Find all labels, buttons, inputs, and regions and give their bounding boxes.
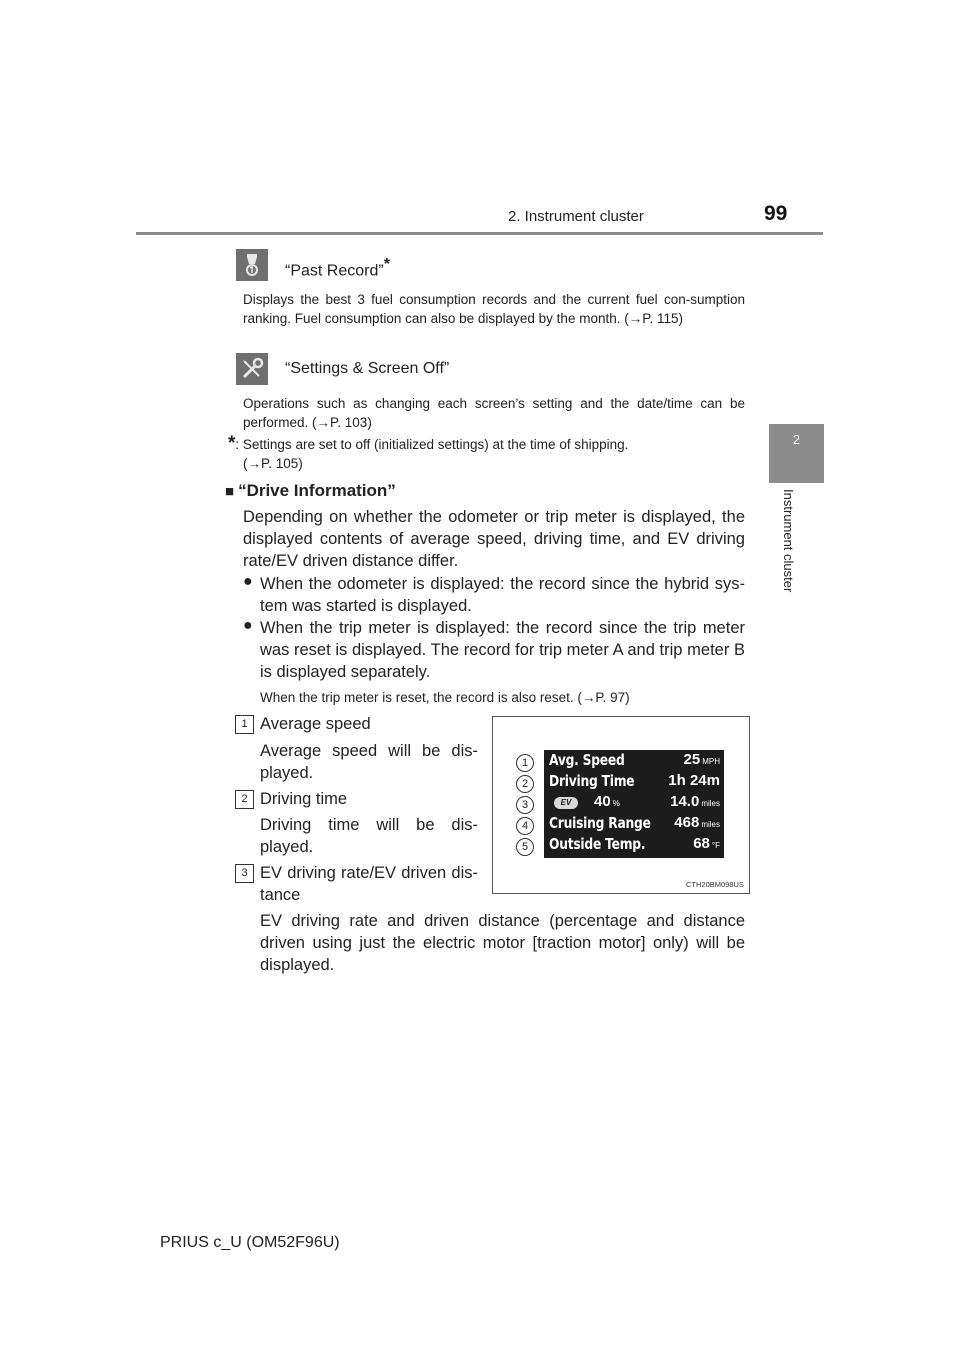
settings-title: “Settings & Screen Off” <box>285 360 450 377</box>
display-row-ev: EV 40 % 14.0 miles <box>544 793 724 814</box>
wrench-screwdriver-icon <box>236 353 268 385</box>
figure-callout: 1 <box>516 754 534 772</box>
display-row-driving-time: Driving Time 1h 24m <box>549 772 720 790</box>
figure-callout: 5 <box>516 838 534 856</box>
item-title: EV driving rate/EV driven dis-tance <box>260 864 478 904</box>
bullet-item: When the odometer is displayed: the record since the hybrid sys-tem was started is displayed. <box>260 575 745 615</box>
item-description: EV driving rate and driven distance (percentage and distance driven using just the electric motor [traction motor] only) will be displayed. <box>260 912 745 974</box>
bullet-item: When the trip meter is displayed: the record since the trip meter was reset is displayed. The record for trip meter A and trip meter B is displayed separately. <box>260 619 745 681</box>
figure-code: CTH20BM098US <box>686 880 744 889</box>
drive-information-intro: Depending on whether the odometer or trip meter is displayed, the displayed contents of average speed, driving time, and EV driving rate/EV driven distance differ. <box>243 508 745 570</box>
past-record-description: Displays the best 3 fuel consumption records and the current fuel con-sumption ranking. Fuel consumption can also be displayed by the month. (→P. 115) <box>243 292 745 326</box>
chapter-tab-number: 2 <box>792 432 801 447</box>
figure-callout: 4 <box>516 817 534 835</box>
settings-description: Operations such as changing each screen’s setting and the date/time can be performed. (→P. 103) <box>243 396 745 430</box>
item-number-badge: 1 <box>235 715 254 734</box>
item-title: Average speed <box>260 715 371 733</box>
running-header-section: 2. Instrument cluster <box>508 208 644 225</box>
chapter-tab-title: Instrument cluster <box>781 489 796 593</box>
multi-information-display <box>544 750 724 858</box>
figure-callout: 3 <box>516 796 534 814</box>
bullet-icon: ● <box>243 573 253 590</box>
footer-model: PRIUS c_U (OM52F96U) <box>160 1234 340 1251</box>
trophy-icon <box>236 249 268 281</box>
item-number-badge: 2 <box>235 790 254 809</box>
display-row-avg-speed: Avg. Speed 25 MPH <box>549 751 720 769</box>
trip-reset-note: When the trip meter is reset, the record is also reset. (→P. 97) <box>260 690 630 705</box>
display-row-cruising-range: Cruising Range 468 miles <box>549 814 720 832</box>
past-record-title: “Past Record”* <box>285 256 390 280</box>
ev-icon: EV <box>554 797 578 809</box>
item-description: Average speed will be dis-played. <box>260 742 478 782</box>
item-title: Driving time <box>260 790 348 808</box>
display-row-outside-temp: Outside Temp. 68 °F <box>549 835 720 853</box>
page-number: 99 <box>764 202 788 225</box>
footnote: *: Settings are set to off (initialized settings) at the time of shipping. (→P. 105) <box>228 433 629 471</box>
header-rule <box>136 232 823 235</box>
bullet-icon: ● <box>243 617 253 634</box>
drive-information-heading: ■ “Drive Information” <box>225 481 396 500</box>
item-description: Driving time will be dis-played. <box>260 816 478 856</box>
figure-callout: 2 <box>516 775 534 793</box>
item-number-badge: 3 <box>235 864 254 883</box>
